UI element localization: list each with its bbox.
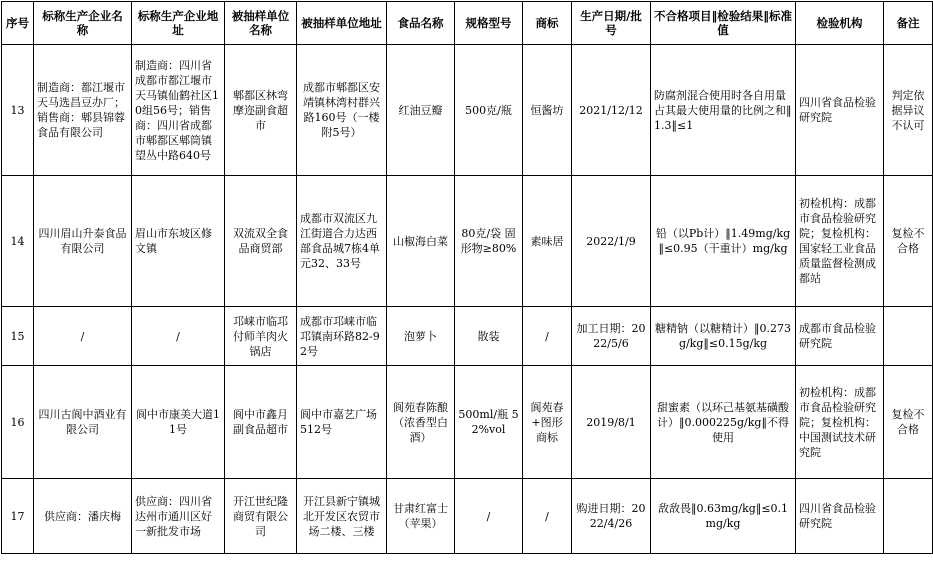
cell-failed-item: 敌敌畏‖0.63mg/kg‖≤0.1mg/kg <box>651 479 796 554</box>
table-row <box>2 479 933 554</box>
cell-serial-no: 13 <box>2 45 34 176</box>
cell-serial-no: 14 <box>2 176 34 307</box>
cell-failed-item: 甜蜜素（以环己基氨基磺酸计）‖0.000225g/kg‖不得使用 <box>651 366 796 479</box>
cell-failed-item: 铅（以Pb计）‖1.49mg/kg‖≤0.95（干重计）mg/kg <box>651 176 796 307</box>
cell-sampled-unit-name: 阆中市鑫月副食品超市 <box>225 366 297 479</box>
cell-sampled-unit-address: 开江县新宁镇城北开发区农贸市场二楼、三楼 <box>297 479 387 554</box>
header-remarks: 备注 <box>884 2 933 45</box>
cell-remarks: 复检不合格 <box>884 176 933 307</box>
cell-producer-name: 供应商：潘庆梅 <box>34 479 132 554</box>
cell-production-date: 2019/8/1 <box>572 366 651 479</box>
cell-serial-no: 15 <box>2 307 34 366</box>
cell-production-date: 2021/12/12 <box>572 45 651 176</box>
header-inspection-agency: 检验机构 <box>796 2 884 45</box>
cell-inspection-agency: 四川省食品检验研究院 <box>796 45 884 176</box>
cell-sampled-unit-address: 阆中市嘉艺广场512号 <box>297 366 387 479</box>
header-sampled-unit-name: 被抽样单位名称 <box>225 2 297 45</box>
cell-remarks <box>884 479 933 554</box>
cell-remarks: 复检不合格 <box>884 366 933 479</box>
cell-spec: 500ml/瓶 52%vol <box>455 366 523 479</box>
cell-sampled-unit-name: 开江世纪隆商贸有限公司 <box>225 479 297 554</box>
cell-production-date: 加工日期：2022/5/6 <box>572 307 651 366</box>
cell-producer-address: 供应商：四川省达州市通川区好一新批发市场 <box>132 479 225 554</box>
header-row <box>2 2 933 45</box>
cell-producer-name: 制造商：都江堰市天马选昌豆办厂；销售商：郫县锦蓉食品有限公司 <box>34 45 132 176</box>
cell-spec: / <box>455 479 523 554</box>
cell-food-name: 阆苑春陈酿（浓香型白酒） <box>387 366 455 479</box>
inspection-results-table <box>1 1 933 554</box>
header-trademark: 商标 <box>523 2 572 45</box>
cell-sampled-unit-address: 成都市郫都区安靖镇林湾村群兴路160号（一楼附5号） <box>297 45 387 176</box>
cell-trademark: / <box>523 307 572 366</box>
cell-inspection-agency: 初检机构：成都市食品检验研究院；复检机构：中国测试技术研究院 <box>796 366 884 479</box>
table-row <box>2 176 933 307</box>
cell-production-date: 购进日期：2022/4/26 <box>572 479 651 554</box>
cell-producer-address: 眉山市东坡区修文镇 <box>132 176 225 307</box>
cell-production-date: 2022/1/9 <box>572 176 651 307</box>
cell-trademark: / <box>523 479 572 554</box>
cell-food-name: 红油豆瓣 <box>387 45 455 176</box>
cell-sampled-unit-address: 成都市双流区九江街道合力达西部食品城7栋4单元32、33号 <box>297 176 387 307</box>
cell-trademark: 阆苑春+图形商标 <box>523 366 572 479</box>
header-spec: 规格型号 <box>455 2 523 45</box>
cell-producer-name: 四川眉山升泰食品有限公司 <box>34 176 132 307</box>
header-food-name: 食品名称 <box>387 2 455 45</box>
cell-food-name: 山椒海白菜 <box>387 176 455 307</box>
cell-producer-name: 四川古阆中酒业有限公司 <box>34 366 132 479</box>
cell-failed-item: 糖精钠（以糖精计）‖0.273g/kg‖≤0.15g/kg <box>651 307 796 366</box>
cell-trademark: 恒酱坊 <box>523 45 572 176</box>
table-row <box>2 45 933 176</box>
cell-producer-address: / <box>132 307 225 366</box>
cell-remarks <box>884 307 933 366</box>
cell-food-name: 甘肃红富士（苹果） <box>387 479 455 554</box>
header-serial-no: 序号 <box>2 2 34 45</box>
cell-serial-no: 17 <box>2 479 34 554</box>
header-producer-address: 标称生产企业地址 <box>132 2 225 45</box>
cell-trademark: 素味居 <box>523 176 572 307</box>
cell-remarks: 判定依据异议不认可 <box>884 45 933 176</box>
cell-inspection-agency: 四川省食品检验研究院 <box>796 479 884 554</box>
cell-food-name: 泡萝卜 <box>387 307 455 366</box>
table-row <box>2 307 933 366</box>
cell-spec: 80克/袋 固形物≥80% <box>455 176 523 307</box>
cell-sampled-unit-address: 成都市邛崃市临邛镇南环路82-92号 <box>297 307 387 366</box>
cell-sampled-unit-name: 郫都区林弯摩迩副食超市 <box>225 45 297 176</box>
cell-spec: 500克/瓶 <box>455 45 523 176</box>
header-sampled-unit-address: 被抽样单位地址 <box>297 2 387 45</box>
header-production-date: 生产日期/批号 <box>572 2 651 45</box>
cell-spec: 散装 <box>455 307 523 366</box>
cell-producer-name: / <box>34 307 132 366</box>
cell-sampled-unit-name: 邛崃市临邛付师羊肉火锅店 <box>225 307 297 366</box>
cell-producer-address: 阆中市康美大道11号 <box>132 366 225 479</box>
cell-producer-address: 制造商：四川省成都市都江堰市天马镇仙鹤社区10组56号；销售商：四川省成都市郫都区郫筒镇望丛中路640号 <box>132 45 225 176</box>
cell-serial-no: 16 <box>2 366 34 479</box>
cell-inspection-agency: 初检机构：成都市食品检验研究院；复检机构：国家轻工业食品质量监督检测成都站 <box>796 176 884 307</box>
header-failed-item: 不合格项目‖检验结果‖标准值 <box>651 2 796 45</box>
cell-sampled-unit-name: 双流双全食品商贸部 <box>225 176 297 307</box>
cell-inspection-agency: 成都市食品检验研究院 <box>796 307 884 366</box>
table-row <box>2 366 933 479</box>
cell-failed-item: 防腐剂混合使用时各自用量占其最大使用量的比例之和‖1.3‖≤1 <box>651 45 796 176</box>
header-producer-name: 标称生产企业名称 <box>34 2 132 45</box>
